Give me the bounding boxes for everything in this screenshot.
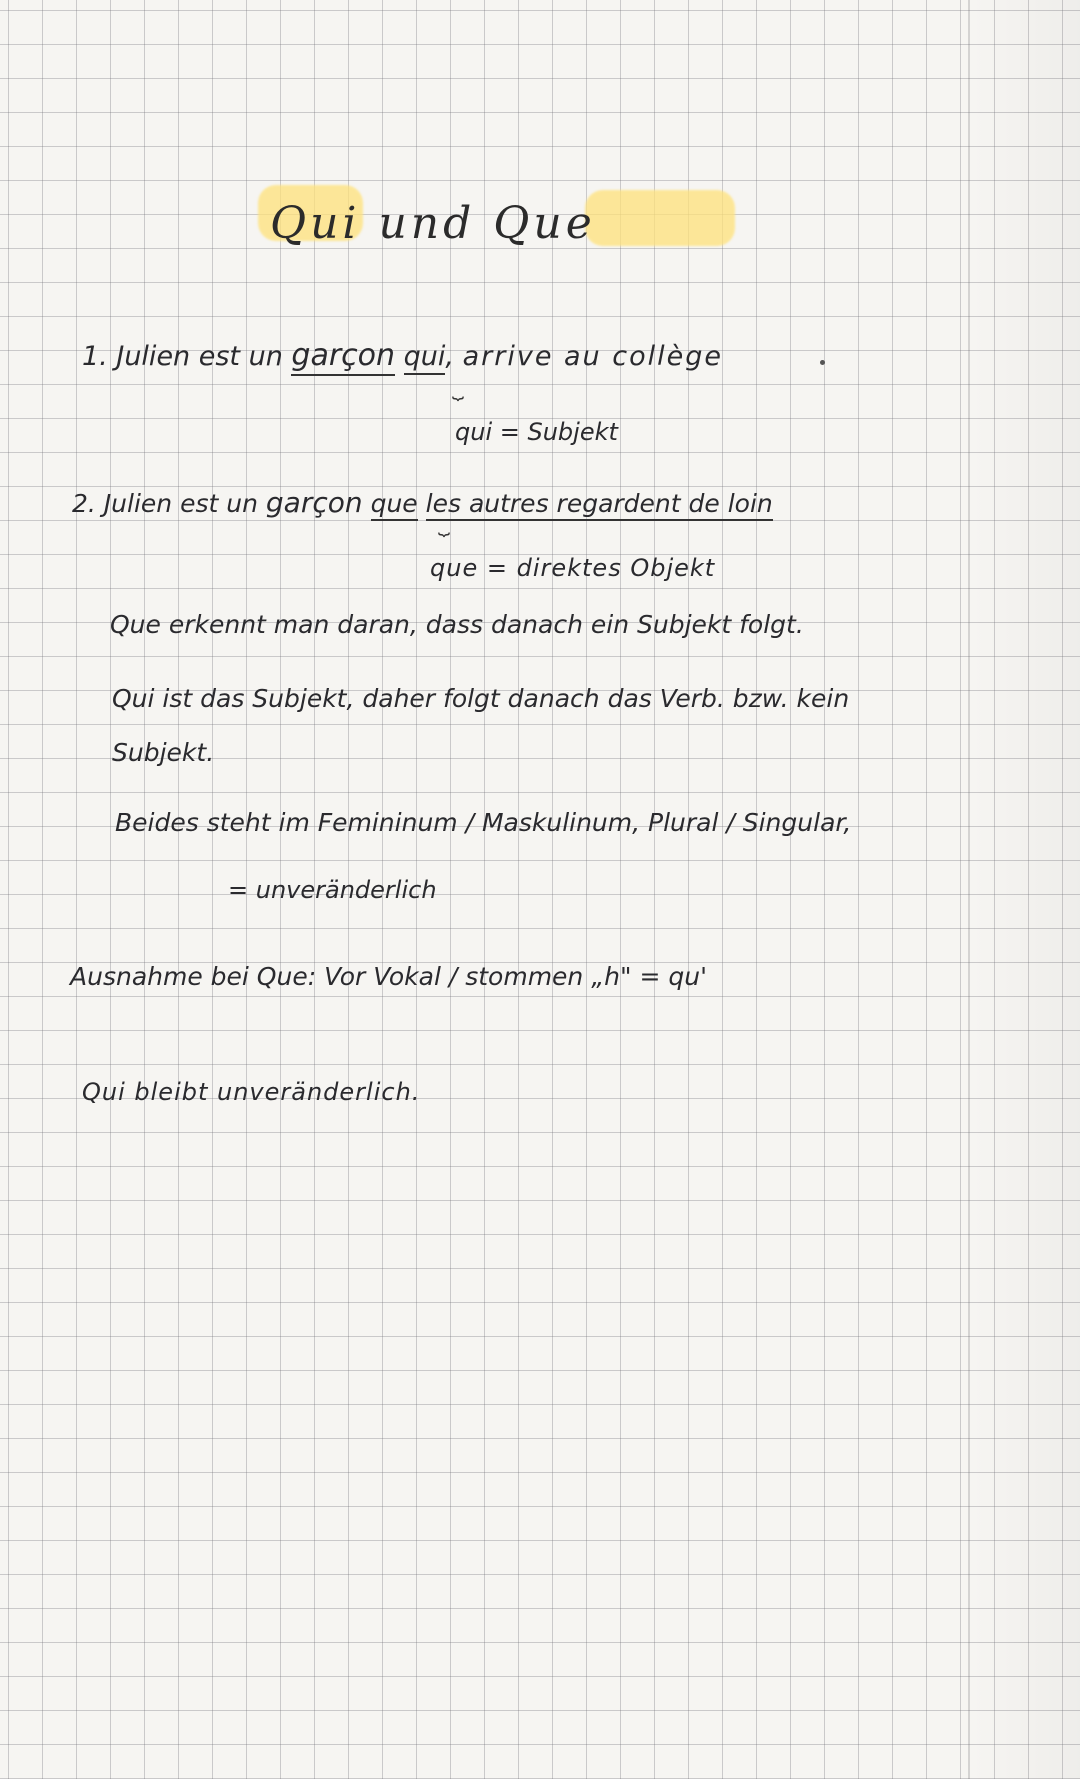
title-highlight-que (585, 190, 735, 246)
exception-note: Ausnahme bei Que: Vor Vokal / stommen „h" = qu' (70, 962, 707, 991)
example-2-pronoun: que (371, 489, 418, 521)
example-1-before: Julien est un (116, 341, 283, 372)
example-2-explanation: que = direktes Objekt (430, 554, 716, 582)
example-2-after: les autres regardent de loin (426, 489, 773, 521)
note-qui-continued: Subjekt. (112, 738, 215, 767)
note-unveraenderlich: = unveränderlich (228, 876, 437, 904)
example-2-noun: garçon (265, 486, 363, 519)
example-2 (72, 486, 773, 519)
example-2-before: Julien est un (103, 489, 258, 518)
note-beides: Beides steht im Femininum / Maskulinum, Plural / Singular, (115, 808, 852, 837)
brace-under-qui: ⏟ (452, 376, 464, 400)
page-shadow (970, 0, 1080, 1779)
brace-under-que: ⏟ (438, 512, 450, 536)
example-1-pronoun: qui (404, 341, 446, 375)
example-1-explanation: qui = Subjekt (455, 418, 618, 446)
note-que: Que erkennt man daran, dass danach ein Subjekt folgt. (110, 610, 804, 639)
note-qui: Qui ist das Subjekt, daher folgt danach das Verb. bzw. kein (112, 684, 850, 713)
example-1 (82, 338, 723, 373)
example-1-noun: garçon (291, 338, 395, 376)
example-1-number: 1. (82, 341, 108, 372)
example-1-comma: , (445, 341, 454, 372)
example-1-after: arrive au collège (462, 341, 723, 372)
page-title: Qui und Que (270, 198, 596, 249)
final-note: Qui bleibt unveränderlich. (82, 1078, 421, 1106)
example-2-number: 2. (72, 489, 96, 518)
example-1-period (820, 360, 825, 365)
